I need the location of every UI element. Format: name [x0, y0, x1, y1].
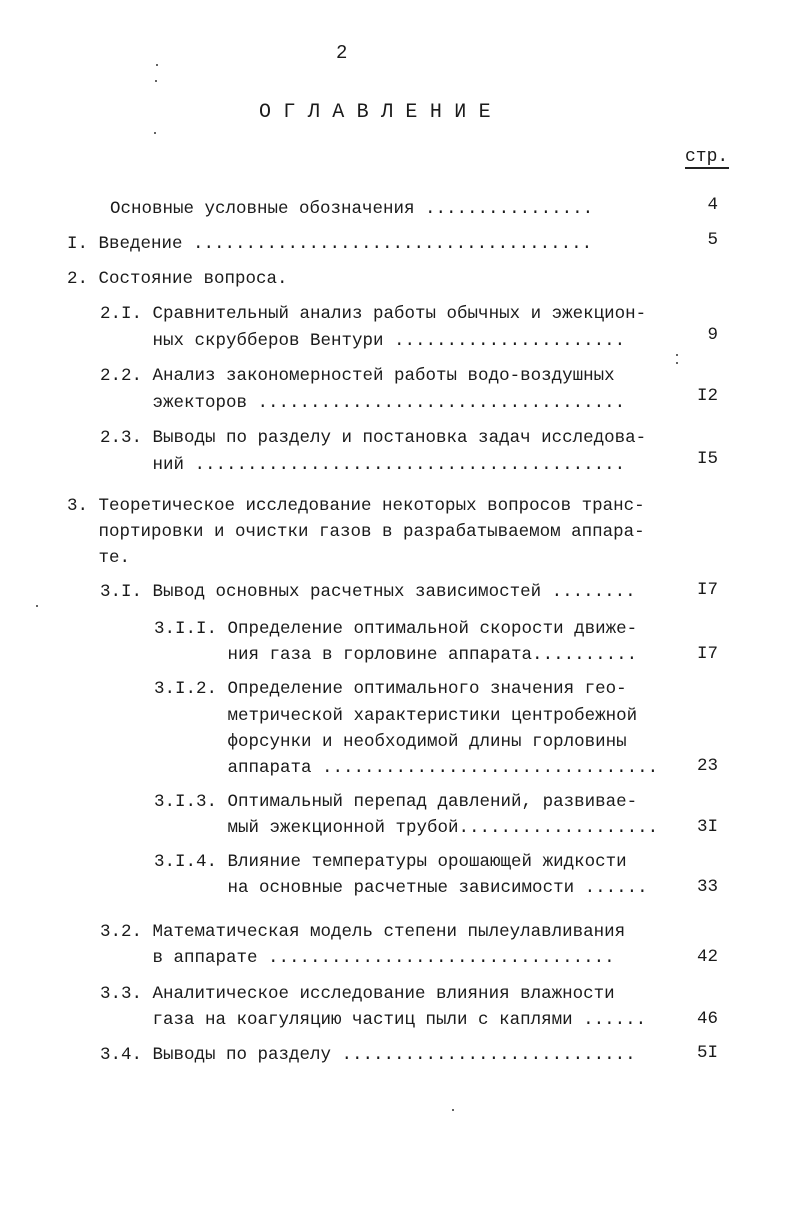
toc-entry-line: те. [67, 548, 131, 568]
toc-entry-line: 3. Теоретическое исследование некоторых вопросов транс- [67, 496, 645, 516]
toc-entry-line: портировки и очистки газов в разрабатываемом аппара- [67, 522, 645, 542]
toc-entry-line: в аппарате ................................. [100, 948, 615, 968]
toc-entry-line: 3.I.3. Оптимальный перепад давлений, развивае- [154, 792, 638, 812]
toc-entry-line: 3.3. Аналитическое исследование влияния влажности [100, 984, 615, 1004]
toc-entry-page: 4 [707, 195, 718, 215]
toc-entry-line: 2.2. Анализ закономерностей работы водо-воздушных [100, 366, 615, 386]
toc-entry-line: газа на коагуляцию частиц пыли с каплями ...... [100, 1010, 647, 1030]
scan-speck [676, 362, 678, 364]
toc-entry-line: ния газа в горловине аппарата.......... [154, 645, 638, 665]
toc-entry-page: I2 [696, 386, 718, 406]
toc-entry-page: 42 [696, 947, 718, 967]
toc-entry-line: аппарата ................................ [154, 758, 659, 778]
scan-speck [36, 605, 38, 607]
toc-entry-page: I5 [696, 449, 718, 469]
toc-entry-page: 3I [696, 817, 718, 837]
toc-entry-line: 2. Состояние вопроса. [67, 269, 288, 289]
toc-entry-page: 23 [696, 756, 718, 776]
page-column-underline [685, 167, 729, 169]
toc-entry-line: на основные расчетные зависимости ...... [154, 878, 648, 898]
toc-entry-page: 5I [696, 1043, 718, 1063]
toc-entry-line: 2.I. Сравнительный анализ работы обычных и эжекцион- [100, 304, 647, 324]
toc-entry-line: метрической характеристики центробежной [154, 706, 638, 726]
toc-entry-page: 33 [696, 877, 718, 897]
toc-entry-line: 3.I. Вывод основных расчетных зависимостей ........ [100, 582, 636, 602]
scan-speck [154, 132, 156, 134]
toc-entry-line: 3.4. Выводы по разделу ............................ [100, 1045, 636, 1065]
scan-speck [676, 354, 678, 356]
toc-entry-line: форсунки и необходимой длины горловины [154, 732, 627, 752]
toc-entry-line: мый эжекционной трубой................... [154, 818, 659, 838]
toc-entry-page: 46 [696, 1009, 718, 1029]
page-column-label: стр. [685, 147, 729, 167]
toc-entry-page: I7 [696, 644, 718, 664]
scan-speck [156, 64, 158, 66]
toc-entry-line: 3.2. Математическая модель степени пылеулавливания [100, 922, 626, 942]
toc-entry-line: I. Введение ...................................... [67, 234, 593, 254]
toc-entry-line: ных скрубберов Вентури ...................... [100, 331, 626, 351]
toc-entry-page: 9 [707, 325, 718, 345]
toc-entry-line: 3.I.2. Определение оптимального значения гео- [154, 679, 627, 699]
toc-entry-line: 2.3. Выводы по разделу и постановка задач исследова- [100, 428, 647, 448]
page-number: 2 [336, 42, 348, 64]
toc-entry-line: эжекторов ................................... [100, 393, 626, 413]
scan-speck [155, 80, 157, 82]
page-title: О Г Л А В Л Е Н И Е [259, 101, 491, 124]
toc-entry-line: 3.I.4. Влияние температуры орошающей жидкости [154, 852, 627, 872]
toc-entry-line: 3.I.I. Определение оптимальной скорости движе- [154, 619, 638, 639]
toc-entry-page: I7 [696, 580, 718, 600]
toc-entry-line: ний ......................................... [100, 455, 626, 475]
scan-speck [452, 1109, 454, 1111]
toc-entry-page: 5 [707, 230, 718, 250]
toc-entry-line: Основные условные обозначения ................ [110, 199, 594, 219]
